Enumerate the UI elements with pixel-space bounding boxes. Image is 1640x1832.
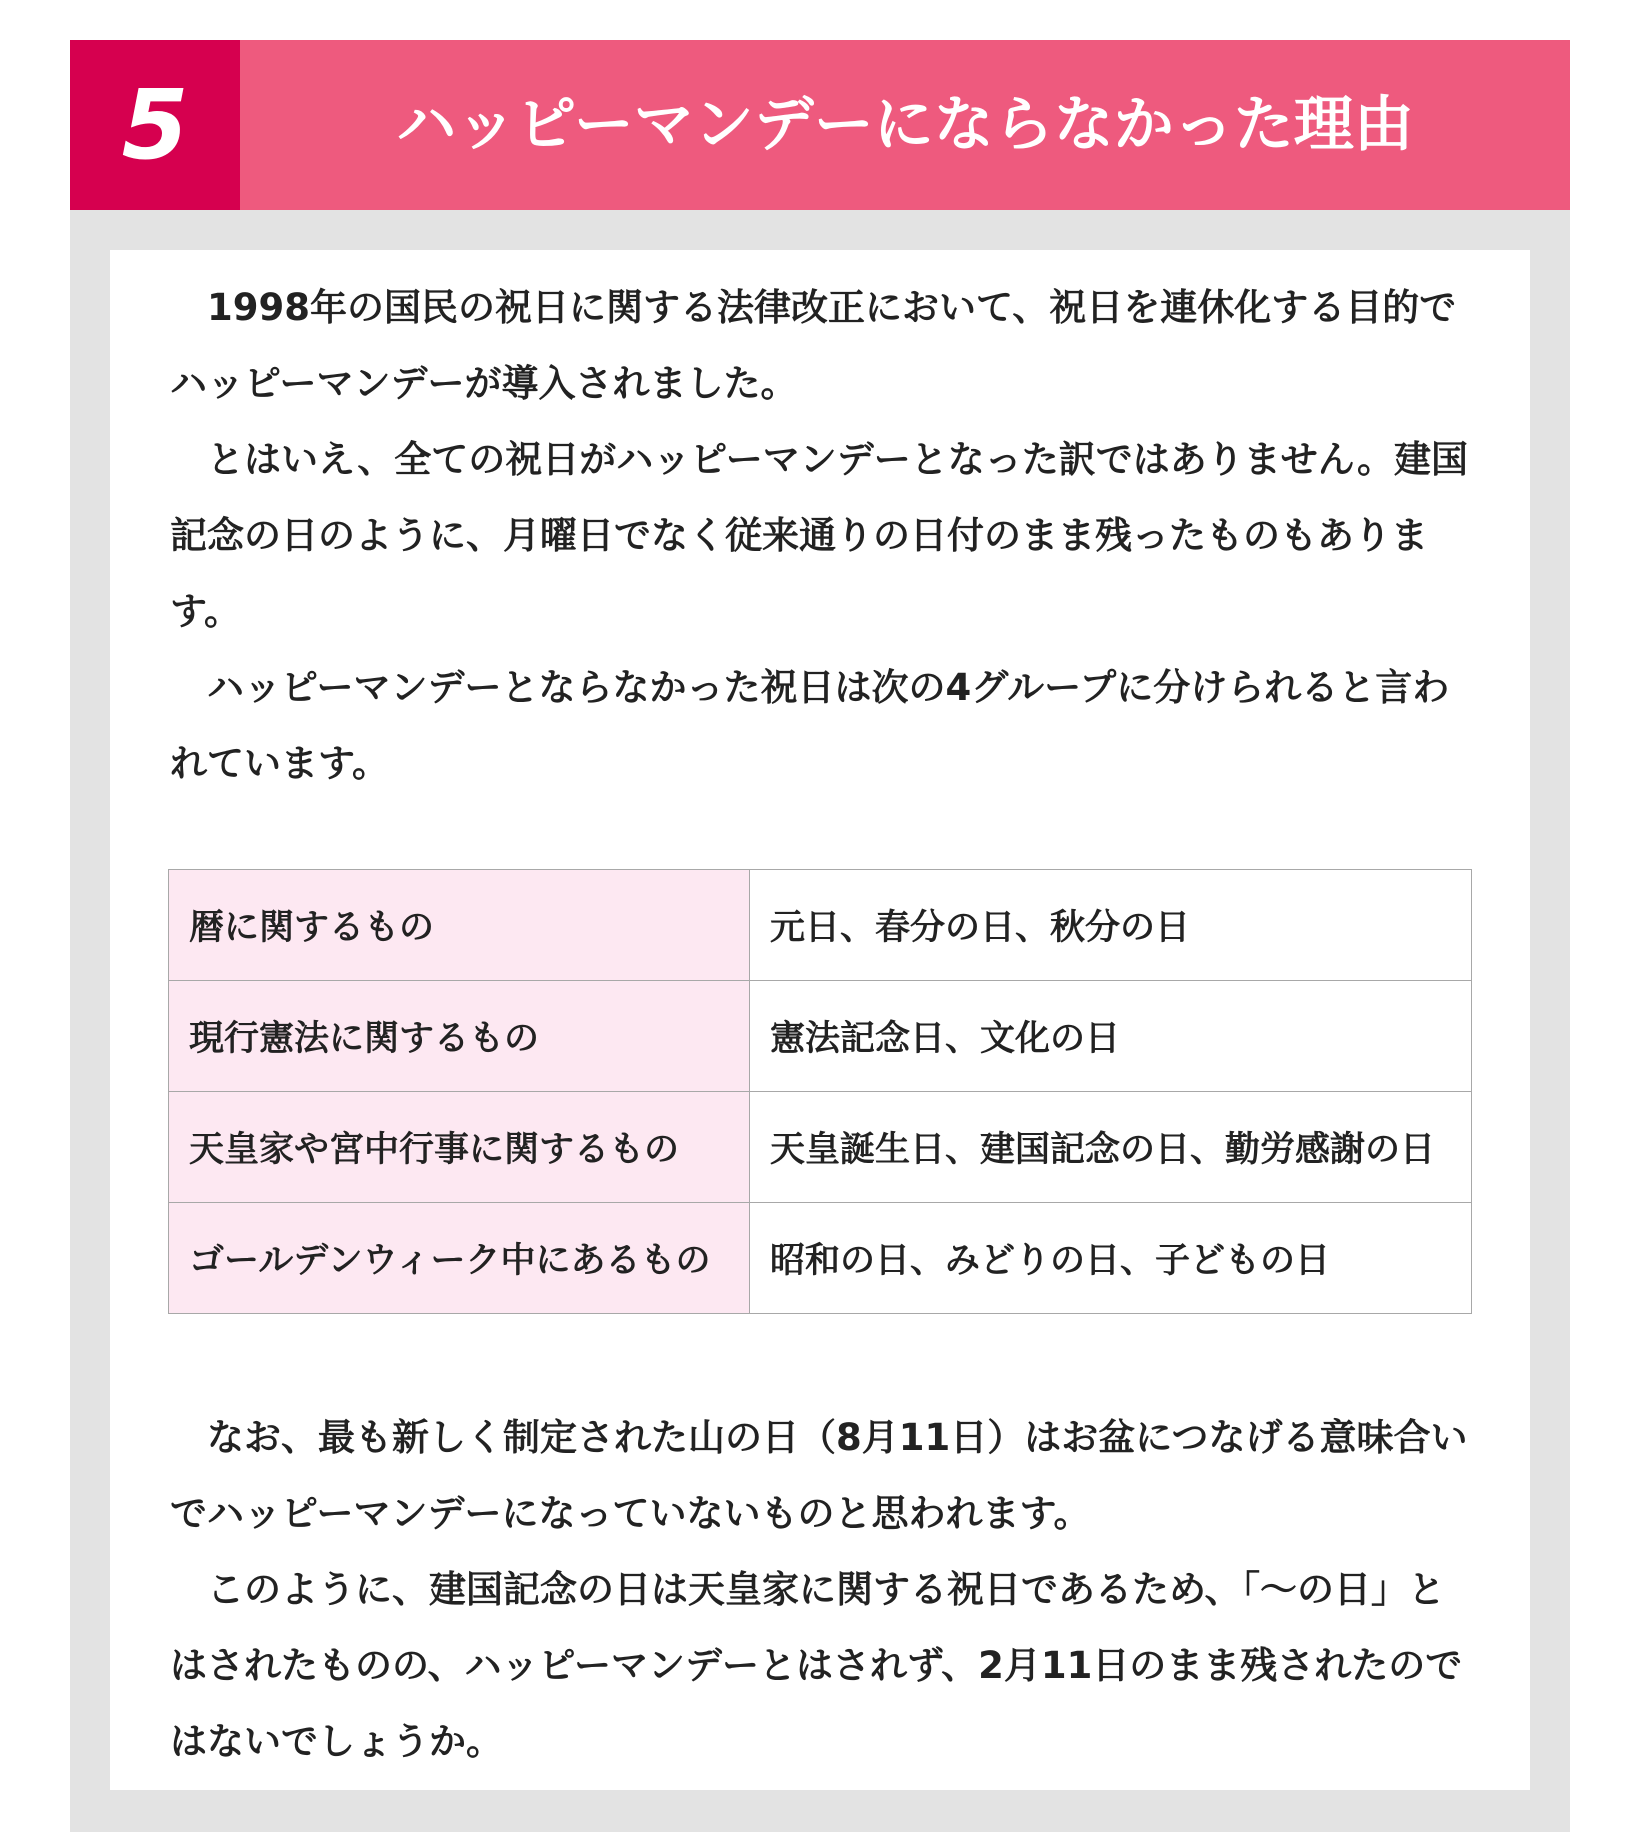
table-row — [169, 1203, 1472, 1314]
holiday-groups-table — [168, 869, 1472, 1314]
table-row — [169, 870, 1472, 981]
section-header — [70, 40, 1570, 210]
section-title: ハッピーマンデーにならなかった理由 — [396, 90, 1414, 160]
outro-paragraph: なお、最も新しく制定された山の日（8月11日）はお盆につなげる意味合いでハッピーマンデーになっていないものと思われます。 — [170, 1416, 1468, 1535]
intro-paragraph: とはいえ、全ての祝日がハッピーマンデーとなった訳ではありません。建国記念の日のように、月曜日でなく従来通りの日付のまま残ったものもあります。 — [170, 438, 1468, 633]
section-5 — [70, 40, 1570, 1832]
group-holidays-cell: 憲法記念日、文化の日 — [750, 981, 1472, 1092]
outro-paragraph: このように、建国記念の日は天皇家に関する祝日であるため、「〜の日」とはされたものの、ハッピーマンデーとはされず、2月11日のまま残されたのではないでしょうか。 — [170, 1568, 1463, 1763]
intro-paragraph: ハッピーマンデーとならなかった祝日は次の4グループに分けられると言われています。 — [170, 666, 1450, 785]
intro-paragraph: 1998年の国民の祝日に関する法律改正において、祝日を連休化する目的でハッピーマンデーが導入されました。 — [170, 286, 1457, 405]
group-holidays-cell: 天皇誕生日、建国記念の日、勤労感謝の日 — [750, 1092, 1472, 1203]
content-card — [110, 250, 1530, 1790]
table-row — [169, 1092, 1472, 1203]
group-category-cell: ゴールデンウィーク中にあるもの — [169, 1203, 750, 1314]
group-holidays-cell: 元日、春分の日、秋分の日 — [750, 870, 1472, 981]
outro-text — [170, 1400, 1470, 1780]
section-number: 5 — [70, 40, 240, 210]
group-category-cell: 暦に関するもの — [169, 870, 750, 981]
group-category-cell: 現行憲法に関するもの — [169, 981, 750, 1092]
intro-text — [170, 270, 1470, 802]
group-holidays-cell: 昭和の日、みどりの日、子どもの日 — [750, 1203, 1472, 1314]
table-row — [169, 981, 1472, 1092]
group-category-cell: 天皇家や宮中行事に関するもの — [169, 1092, 750, 1203]
